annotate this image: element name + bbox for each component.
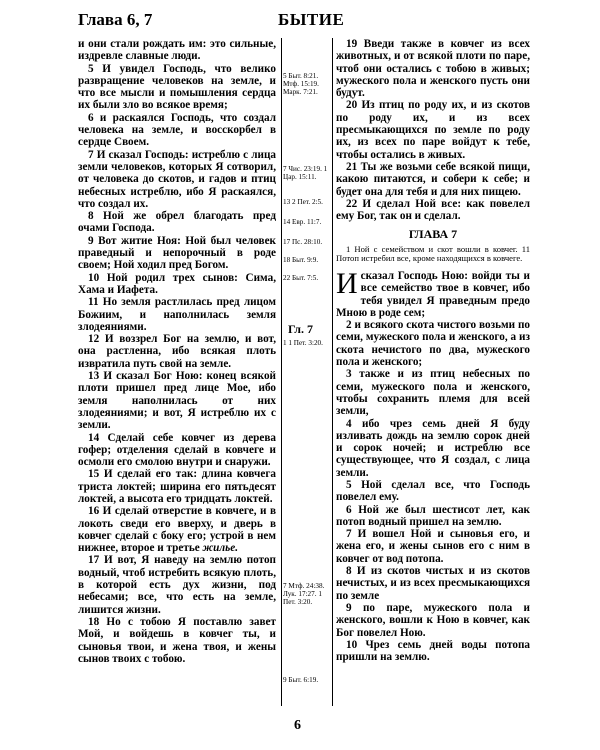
- verse-paragraph: 9 по паре, мужеского пола и женского, вошли к Ною в ковчег, как Бог повелел Ною.: [336, 601, 530, 639]
- verse-paragraph: 10 Ной родил трех сынов: Сима, Хама и Иафета.: [78, 271, 276, 296]
- verse-paragraph: 6 и раскаялся Господь, что создал человека на земле, и восскорбел в сердце Своем.: [78, 111, 276, 149]
- left-text-column: [78, 38, 276, 665]
- verse-paragraph: 10 Чрез семь дней воды потопа пришли на землю.: [336, 638, 530, 664]
- right-divider-rule: [332, 38, 333, 706]
- cross-reference: 17 Пс. 28:10.: [283, 238, 323, 246]
- italic-word: жилье.: [202, 542, 238, 555]
- verse-paragraph: [336, 266, 530, 319]
- verse-paragraph: 19 Введи также в ковчег из всех животных, и от всякой плоти по паре, чтоб они остались с тобою в живых; мужеского пола и женского пусть они будут.: [336, 38, 530, 100]
- verse-paragraph: 5 Ной сделал все, что Господь повелел ему.: [336, 478, 530, 504]
- running-header-book: БЫТИЕ: [278, 10, 345, 29]
- chapter-marker: Гл. 7: [288, 322, 314, 336]
- page-number: 6: [294, 718, 301, 733]
- drop-cap: И: [336, 266, 358, 300]
- running-header-chapter: Глава 6, 7: [78, 10, 153, 29]
- cross-reference: 18 Быт. 9:9.: [283, 256, 319, 264]
- verse-paragraph: 20 Из птиц по роду их, и из скотов по роду их, и из всех пресмыкающихся по земле по роду их, из всех по паре войдут к тебе, чтобы остались в живых.: [336, 99, 530, 161]
- cross-reference: 1 1 Пет. 3:20.: [283, 339, 323, 347]
- verse-paragraph: 12 И воззрел Бог на землю, и вот, она растленна, ибо всякая плоть извратила путь свой на земле.: [78, 333, 276, 370]
- cross-reference: 9 Быт. 6:19.: [283, 676, 319, 684]
- verse-paragraph: [78, 505, 276, 554]
- cross-reference: 7 Мтф. 24:38. Лук. 17:27. 1 Пет. 3:20.: [283, 582, 325, 606]
- verse-paragraph: 21 Ты же возьми себе всякой пищи, какою питаются, и собери к себе; и будет она для тебя и для них пищею.: [336, 160, 530, 198]
- verse-paragraph: 15 И сделай его так: длина ковчега триста локтей; ширина его пятьдесят локтей, а высота его тридцать локтей.: [78, 468, 276, 505]
- chapter-summary: 1 Ной с семейством и скот вошли в ковчег. 11 Потоп истребил все, кроме находящихся в ковчеге.: [336, 243, 530, 264]
- chapter-heading: ГЛАВА 7: [408, 227, 458, 242]
- verse-paragraph: и они стали рождать им: это сильные, издревле славные люди.: [78, 38, 276, 63]
- verse-paragraph: 9 Вот житие Ноя: Ной был человек праведный и непорочный в роде своем; Ной ходил пред Богом.: [78, 234, 276, 272]
- left-divider-rule: [281, 38, 282, 706]
- verse-paragraph: 13 И сказал Бог Ною: конец всякой плоти пришел пред лице Мое, ибо земля наполнилась от них злодеяниями; и вот, Я истреблю их с земли.: [78, 370, 276, 432]
- verse-paragraph: 11 Но земля растлилась пред лицом Божиим, и наполнилась земля злодеяниями.: [78, 296, 276, 333]
- verse-paragraph: 5 И увидел Господь, что велико развращение человеков на земле, и что все мысли и помышления сердца их были зло во всякое время;: [78, 62, 276, 112]
- verse-paragraph: 8 И из скотов чистых и из скотов нечистых, и из всех пресмыкающихся по земле: [336, 565, 530, 602]
- verse-paragraph: 14 Сделай себе ковчег из дерева гофер; отделения сделай в ковчеге и осмоли его смолою внутри и снаружи.: [78, 431, 276, 469]
- verse-paragraph: 18 Но с тобою Я поставлю завет Мой, и войдешь в ковчег ты, и сыновья твои, и жена твоя, и жены сынов твоих с тобою.: [78, 615, 276, 665]
- cross-reference: 14 Евр. 11:7.: [283, 218, 322, 226]
- verse-paragraph: 3 также и из птиц небесных по семи, мужеского пола и женского, чтобы сохранить племя для всей земли,: [336, 368, 530, 418]
- right-text-column: [336, 38, 530, 663]
- cross-reference: 7 Чис. 23:19. 1 Цар. 15:11.: [283, 165, 328, 181]
- verse-paragraph: 2 и всякого скота чистого возьми по семи, мужеского пола и женского, а из скота нечистого по два, мужеского пола и женского;: [336, 319, 530, 369]
- verse-paragraph: 8 Ной же обрел благодать пред очами Господа.: [78, 210, 276, 235]
- verse-paragraph: 4 ибо чрез семь дней Я буду изливать дождь на землю сорок дней и сорок ночей; и истреблю все существующее, что Я создал, с лица земли.: [336, 417, 530, 479]
- verse-paragraph: 6 Ной же был шестисот лет, как потоп водный пришел на землю.: [336, 503, 530, 528]
- verse-paragraph: 17 И вот, Я наведу на землю потоп водный, чтоб истребить всякую плоть, в которой есть дух жизни, под небесами; все, что есть на земле, лишится жизни.: [78, 554, 276, 616]
- verse-paragraph: 7 И сказал Господь: истреблю с лица земли человеков, которых Я сотворил, от человека до скотов, и гадов и птиц небесных истреблю, ибо Я раскаялся, что создал их.: [78, 148, 276, 210]
- cross-reference: 13 2 Пет. 2:5.: [283, 198, 323, 206]
- verse-text: 16 И сделай отверстие в ковчеге, и в локоть сведи его вверху, и дверь в ковчег сделай с боку его; устрой в нем нижнее, второе и третье: [78, 505, 276, 555]
- verse-text: сказал Господь Ною: войди ты и все семейство твое в ковчег, ибо тебя увидел Я праведным предо Мною в роде сем;: [336, 269, 530, 319]
- cross-reference: 5 Быт. 8:21. Мтф. 15:19. Марк. 7:21.: [283, 72, 319, 96]
- cross-reference: 22 Быт. 7:5.: [283, 274, 319, 282]
- verse-paragraph: 22 И сделал Ной все: как повелел ему Бог, так он и сделал.: [336, 197, 530, 223]
- verse-paragraph: 7 И вошел Ной и сыновья его, и жена его, и жены сынов его с ним в ковчег от вод потопа.: [336, 528, 530, 565]
